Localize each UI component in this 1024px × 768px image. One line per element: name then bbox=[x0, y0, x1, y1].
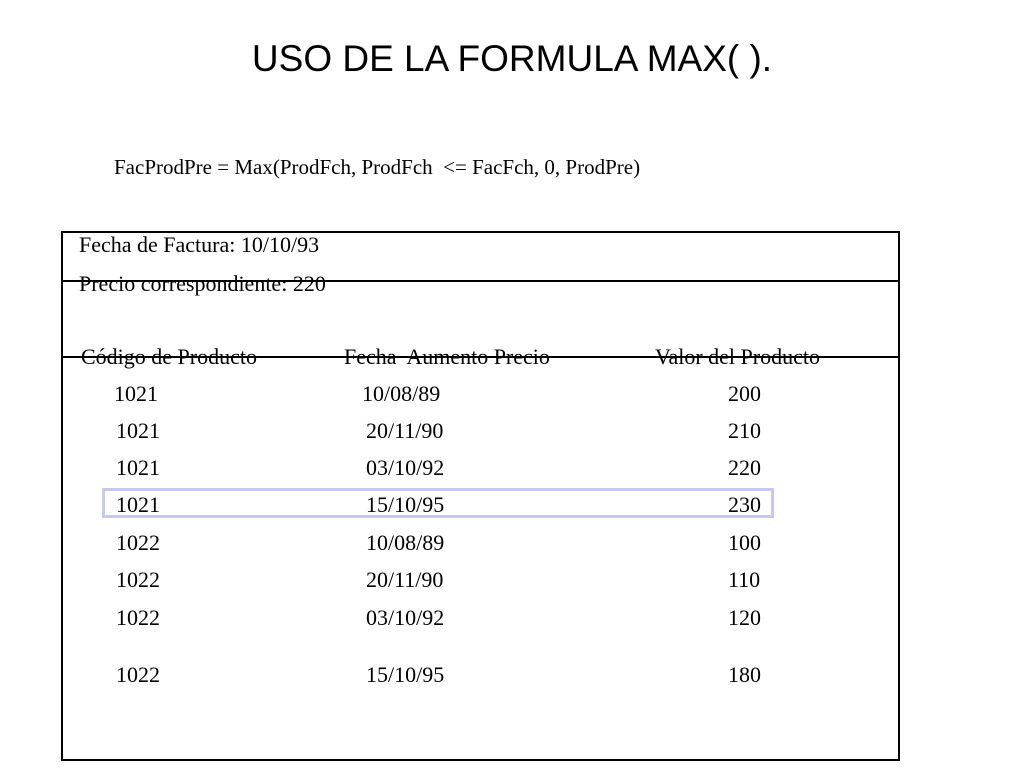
table-row bbox=[0, 605, 1024, 635]
cell-valor: 100 bbox=[728, 530, 761, 555]
column-header-valor: Valor del Producto bbox=[655, 344, 820, 369]
table-row-highlighted bbox=[0, 492, 1024, 522]
invoice-price-label: Precio correspondiente: 220 bbox=[79, 271, 326, 296]
cell-valor: 110 bbox=[728, 567, 761, 592]
table-row bbox=[0, 381, 1024, 411]
cell-codigo: 1021 bbox=[116, 492, 160, 517]
cell-codigo: 1021 bbox=[116, 455, 160, 480]
cell-codigo: 1022 bbox=[116, 530, 160, 555]
cell-valor: 210 bbox=[728, 418, 761, 443]
cell-codigo: 1022 bbox=[116, 662, 160, 687]
column-header-codigo: Código de Producto bbox=[81, 344, 257, 369]
cell-valor: 230 bbox=[728, 492, 761, 517]
cell-valor: 200 bbox=[728, 381, 761, 406]
cell-fecha: 20/11/90 bbox=[366, 418, 444, 443]
cell-fecha: 03/10/92 bbox=[366, 455, 445, 480]
cell-fecha: 15/10/95 bbox=[366, 492, 445, 517]
table-row bbox=[0, 418, 1024, 448]
cell-valor: 120 bbox=[728, 605, 761, 630]
cell-valor: 180 bbox=[728, 662, 761, 687]
table-row bbox=[0, 455, 1024, 485]
table-row bbox=[0, 530, 1024, 560]
cell-fecha: 15/10/95 bbox=[366, 662, 445, 687]
cell-fecha: 10/08/89 bbox=[366, 530, 445, 555]
column-header-fecha: Fecha Aumento Precio bbox=[344, 344, 550, 369]
cell-codigo: 1022 bbox=[116, 567, 160, 592]
slide-title: USO DE LA FORMULA MAX( ). bbox=[251, 38, 773, 79]
cell-codigo: 1021 bbox=[114, 381, 158, 406]
formula-text: FacProdPre = Max(ProdFch, ProdFch <= FacFch, 0, ProdPre) bbox=[114, 155, 641, 179]
cell-valor: 220 bbox=[728, 455, 761, 480]
cell-fecha: 10/08/89 bbox=[362, 381, 441, 406]
invoice-date-label: Fecha de Factura: 10/10/93 bbox=[79, 232, 320, 257]
cell-codigo: 1021 bbox=[116, 418, 160, 443]
table-row bbox=[0, 662, 1024, 692]
cell-fecha: 03/10/92 bbox=[366, 605, 445, 630]
cell-codigo: 1022 bbox=[116, 605, 160, 630]
table-row bbox=[0, 567, 1024, 597]
cell-fecha: 20/11/90 bbox=[366, 567, 444, 592]
